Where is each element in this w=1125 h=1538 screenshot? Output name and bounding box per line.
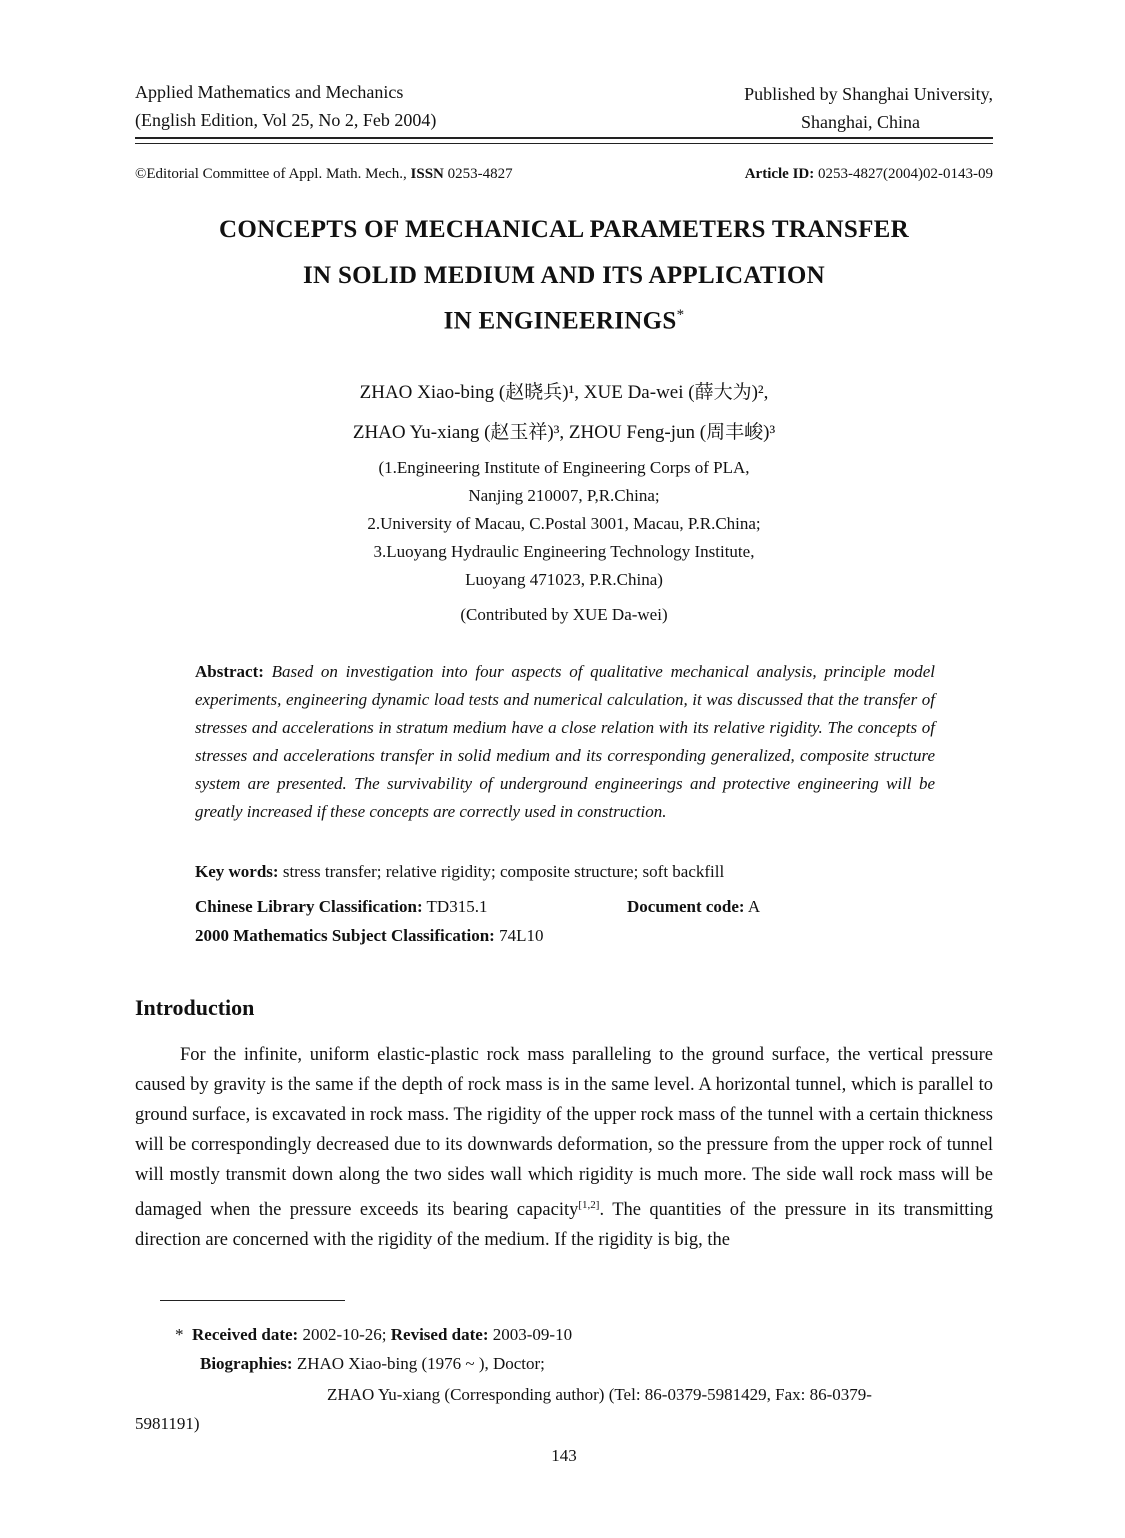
journal-edition: (English Edition, Vol 25, No 2, Feb 2004) <box>135 110 437 130</box>
contributed-by: (Contributed by XUE Da-wei) <box>460 605 668 624</box>
keywords-label: Key words: <box>195 862 279 881</box>
received-label: Received date: <box>192 1325 299 1344</box>
issn-label: ISSN <box>410 166 444 182</box>
affiliation-line1: (1.Engineering Institute of Engineering Corps of PLA, <box>378 458 750 477</box>
article-id-value: 0253-4827(2004)02-0143-09 <box>814 166 993 182</box>
biographies-value: ZHAO Xiao-bing (1976 ~ ), Doctor; <box>292 1354 545 1373</box>
copyright-text: ©Editorial Committee of Appl. Math. Mech., <box>135 166 411 182</box>
authors-line1: ZHAO Xiao-bing (赵晓兵)¹, XUE Da-wei (薛大为)², <box>359 382 769 403</box>
keywords <box>195 862 724 882</box>
affiliation-line4: 3.Luoyang Hydraulic Engineering Technology Institute, <box>373 542 755 561</box>
footnote-star: * <box>175 1325 184 1344</box>
title-line3 <box>135 307 993 335</box>
intro-text-continued: . The quantities of the pressure in its transmitting direction are concerned with the rigidity of the medium. If the rigidity is big, the <box>135 1200 993 1251</box>
intro-text: For the infinite, uniform elastic-plastic rock mass paralleling to the ground surface, the vertical pressure caused by gravity is the same if the depth of rock mass is in the same level. A horizontal tunnel, which is parallel to ground surface, is excavated in rock mass. The rigidity of the upper rock mass of the tunnel with a certain thickness will be correspondingly decreased due to its downwards deformation, so the pressure from the upper rock of tunnel will mostly transmit down along the two sides wall which rigidity is much more. The side wall rock mass will be damaged when the pressure exceeds its bearing capacity <box>135 1045 993 1221</box>
document-code <box>627 897 760 917</box>
footnote-corresponding-cont: 5981191) <box>135 1414 200 1433</box>
keywords-value: stress transfer; relative rigidity; composite structure; soft backfill <box>278 862 725 881</box>
msc-line <box>195 926 543 946</box>
title-line2: IN SOLID MEDIUM AND ITS APPLICATION <box>303 262 825 289</box>
clc-label: Chinese Library Classification: <box>195 897 423 916</box>
title-footnote-mark: * <box>676 307 685 323</box>
doc-code-label: Document code: <box>627 897 745 916</box>
article-id-line <box>600 166 993 183</box>
page-number: 143 <box>551 1446 577 1465</box>
header-rule-top <box>135 137 993 139</box>
abstract-text: Based on investigation into four aspects of qualitative mechanical analysis, principle model experiments, engineering dynamic load tests and numerical calculation, it was discussed that the transfer of stresses and accelerations in stratum medium have a close relation with its relative rigidity. The concepts of stresses and accelerations transfer in solid medium and its corresponding generalized, composite structure system are presented. The survivability of underground engineerings and protective engineering will be greatly increased if these concepts are correctly used in construction. <box>195 662 935 821</box>
msc-label: 2000 Mathematics Subject Classification: <box>195 926 495 945</box>
clc-value: TD315.1 <box>422 897 488 916</box>
abstract <box>195 658 935 826</box>
clc-line <box>195 897 487 917</box>
article-id-label: Article ID: <box>744 166 815 182</box>
affiliation-line2: Nanjing 210007, P,R.China; <box>468 486 660 505</box>
abstract-label: Abstract: <box>195 662 264 681</box>
doc-code-value: A <box>744 897 761 916</box>
affiliation-line5: Luoyang 471023, P.R.China) <box>465 570 663 589</box>
msc-value: 74L10 <box>494 926 544 945</box>
intro-paragraph <box>135 1040 993 1255</box>
affiliation-line3: 2.University of Macau, C.Postal 3001, Macau, P.R.China; <box>367 514 761 533</box>
biographies-label: Biographies: <box>200 1354 293 1373</box>
issn-value: 0253-4827 <box>443 166 513 182</box>
intro-citation[interactable]: [1,2] <box>578 1199 600 1211</box>
footnote-biographies <box>200 1354 545 1374</box>
intro-heading: Introduction <box>135 995 255 1020</box>
footnote-rule <box>160 1300 345 1301</box>
revised-label: Revised date: <box>390 1325 489 1344</box>
publisher-line2: Shanghai, China <box>801 112 920 132</box>
footnote-corresponding: ZHAO Yu-xiang (Corresponding author) (Tel: 86-0379-5981429, Fax: 86-0379- <box>327 1385 872 1404</box>
footnote-dates <box>175 1325 572 1345</box>
received-value: 2002-10-26; <box>298 1325 391 1344</box>
authors-line2: ZHAO Yu-xiang (赵玉祥)³, ZHOU Feng-jun (周丰峻)³ <box>352 422 776 443</box>
title-line3-text: IN ENGINEERINGS <box>443 307 677 335</box>
header-rule-bottom <box>135 143 993 144</box>
publisher-line1: Published by Shanghai University, <box>744 84 993 104</box>
revised-value: 2003-09-10 <box>488 1325 573 1344</box>
title-line1: CONCEPTS OF MECHANICAL PARAMETERS TRANSFER <box>219 216 909 243</box>
copyright-line <box>135 166 513 183</box>
journal-name: Applied Mathematics and Mechanics <box>135 82 404 102</box>
